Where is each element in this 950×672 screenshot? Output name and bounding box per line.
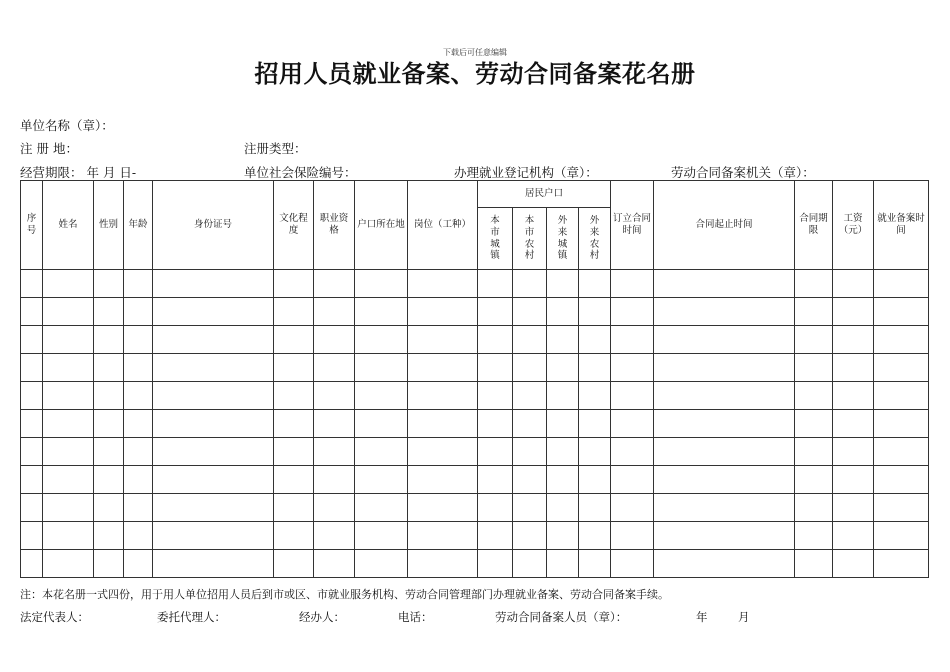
table-cell <box>874 326 929 354</box>
table-cell <box>795 410 833 438</box>
table-cell <box>579 522 611 550</box>
table-row <box>21 466 929 494</box>
table-cell <box>579 298 611 326</box>
table-cell <box>274 298 314 326</box>
table-cell <box>94 410 124 438</box>
table-cell <box>274 466 314 494</box>
table-row <box>21 270 929 298</box>
table-cell <box>795 494 833 522</box>
filing-person-label: 劳动合同备案人员（章）： <box>495 610 628 624</box>
table-cell <box>547 494 579 522</box>
table-cell <box>153 354 274 382</box>
table-cell <box>153 438 274 466</box>
table-cell <box>408 522 478 550</box>
table-cell <box>579 326 611 354</box>
table-cell <box>611 410 654 438</box>
table-row <box>21 438 929 466</box>
table-cell <box>124 494 153 522</box>
table-cell <box>355 522 408 550</box>
table-row <box>21 410 929 438</box>
table-cell <box>478 466 513 494</box>
table-cell <box>478 410 513 438</box>
table-cell <box>43 466 94 494</box>
table-cell <box>611 522 654 550</box>
table-cell <box>654 466 795 494</box>
table-cell <box>355 382 408 410</box>
table-cell <box>274 382 314 410</box>
table-cell <box>795 270 833 298</box>
table-cell <box>795 354 833 382</box>
roster-body <box>21 270 929 578</box>
table-cell <box>478 494 513 522</box>
table-cell <box>874 354 929 382</box>
table-cell <box>124 354 153 382</box>
table-cell <box>21 326 43 354</box>
table-cell <box>547 466 579 494</box>
header-gender: 性别 <box>94 181 124 270</box>
table-cell <box>833 438 874 466</box>
table-cell <box>611 354 654 382</box>
table-cell <box>513 438 547 466</box>
table-cell <box>874 466 929 494</box>
table-cell <box>43 326 94 354</box>
table-cell <box>513 550 547 578</box>
social-insurance-label: 单位社会保险编号： <box>244 165 357 180</box>
header-wage: 工资（元） <box>833 181 874 270</box>
table-cell <box>833 354 874 382</box>
table-cell <box>94 326 124 354</box>
table-cell <box>408 494 478 522</box>
table-cell <box>355 466 408 494</box>
table-cell <box>21 354 43 382</box>
table-cell <box>408 382 478 410</box>
table-cell <box>408 298 478 326</box>
header-education: 文化程度 <box>274 181 314 270</box>
table-cell <box>355 494 408 522</box>
table-cell <box>874 550 929 578</box>
table-cell <box>547 298 579 326</box>
table-cell <box>153 522 274 550</box>
table-row <box>21 326 929 354</box>
table-cell <box>274 438 314 466</box>
table-cell <box>795 326 833 354</box>
table-cell <box>355 410 408 438</box>
table-cell <box>478 270 513 298</box>
business-term-label: 经营期限： 年 月 日- <box>20 165 137 180</box>
table-cell <box>611 438 654 466</box>
table-cell <box>153 466 274 494</box>
table-cell <box>314 382 355 410</box>
table-cell <box>833 410 874 438</box>
table-cell <box>611 466 654 494</box>
table-cell <box>274 550 314 578</box>
table-cell <box>579 354 611 382</box>
table-cell <box>21 410 43 438</box>
table-cell <box>654 326 795 354</box>
header-res-other-town: 外来城镇 <box>547 208 579 270</box>
table-cell <box>611 270 654 298</box>
handler-label: 经办人： <box>299 610 345 624</box>
table-cell <box>547 550 579 578</box>
table-cell <box>654 270 795 298</box>
table-cell <box>833 326 874 354</box>
table-cell <box>314 270 355 298</box>
table-cell <box>21 382 43 410</box>
table-cell <box>21 298 43 326</box>
footnote: 注：本花名册一式四份，用于用人单位招用人员后到市或区、市就业服务机构、劳动合同管理部门办理就业备案、劳动合同备案手续。 <box>20 588 669 601</box>
table-cell <box>654 382 795 410</box>
header-residence-group: 居民户口 <box>478 181 611 208</box>
table-cell <box>795 550 833 578</box>
table-cell <box>833 466 874 494</box>
table-cell <box>874 438 929 466</box>
table-cell <box>21 466 43 494</box>
table-cell <box>795 466 833 494</box>
table-cell <box>153 382 274 410</box>
table-cell <box>153 550 274 578</box>
table-cell <box>795 382 833 410</box>
table-cell <box>43 270 94 298</box>
table-cell <box>153 494 274 522</box>
table-cell <box>874 410 929 438</box>
table-cell <box>408 438 478 466</box>
table-row <box>21 494 929 522</box>
table-cell <box>478 550 513 578</box>
table-cell <box>94 270 124 298</box>
table-cell <box>355 326 408 354</box>
table-cell <box>94 466 124 494</box>
table-cell <box>274 410 314 438</box>
table-cell <box>314 354 355 382</box>
table-row <box>21 354 929 382</box>
header-contract-term: 合同期限 <box>795 181 833 270</box>
header-res-other-rural: 外来农村 <box>579 208 611 270</box>
table-cell <box>579 410 611 438</box>
table-cell <box>274 270 314 298</box>
table-cell <box>513 466 547 494</box>
table-cell <box>478 438 513 466</box>
table-cell <box>547 410 579 438</box>
table-cell <box>654 438 795 466</box>
header-position: 岗位（工种） <box>408 181 478 270</box>
table-cell <box>124 270 153 298</box>
table-cell <box>43 410 94 438</box>
table-row <box>21 522 929 550</box>
table-cell <box>314 326 355 354</box>
table-cell <box>833 550 874 578</box>
table-cell <box>513 270 547 298</box>
header-res-local-town: 本市城镇 <box>478 208 513 270</box>
table-cell <box>124 438 153 466</box>
table-cell <box>43 494 94 522</box>
table-cell <box>274 494 314 522</box>
table-cell <box>314 466 355 494</box>
table-cell <box>21 438 43 466</box>
table-cell <box>478 522 513 550</box>
header-seq: 序号 <box>21 181 43 270</box>
table-cell <box>547 270 579 298</box>
table-cell <box>314 494 355 522</box>
table-cell <box>547 522 579 550</box>
table-cell <box>833 382 874 410</box>
table-cell <box>611 326 654 354</box>
phone-label: 电话： <box>398 610 433 624</box>
table-cell <box>408 410 478 438</box>
table-row <box>21 382 929 410</box>
header-contract-period: 合同起止时间 <box>654 181 795 270</box>
table-cell <box>547 438 579 466</box>
table-cell <box>153 410 274 438</box>
table-cell <box>408 354 478 382</box>
table-cell <box>833 522 874 550</box>
table-cell <box>795 438 833 466</box>
table-cell <box>43 354 94 382</box>
table-cell <box>274 326 314 354</box>
table-cell <box>94 382 124 410</box>
table-cell <box>478 298 513 326</box>
table-cell <box>43 382 94 410</box>
table-cell <box>153 270 274 298</box>
table-cell <box>94 354 124 382</box>
table-cell <box>124 522 153 550</box>
table-cell <box>124 326 153 354</box>
table-cell <box>654 550 795 578</box>
header-id-no: 身份证号 <box>153 181 274 270</box>
table-cell <box>355 270 408 298</box>
table-cell <box>355 354 408 382</box>
table-cell <box>355 298 408 326</box>
table-cell <box>274 522 314 550</box>
table-cell <box>43 298 94 326</box>
header-res-local-rural: 本市农村 <box>513 208 547 270</box>
table-cell <box>579 550 611 578</box>
watermark: 下载后可任意编辑 <box>443 48 507 57</box>
table-cell <box>513 382 547 410</box>
table-cell <box>408 326 478 354</box>
table-cell <box>124 382 153 410</box>
table-cell <box>274 354 314 382</box>
table-cell <box>611 298 654 326</box>
table-cell <box>314 298 355 326</box>
table-cell <box>874 522 929 550</box>
table-cell <box>547 354 579 382</box>
table-cell <box>94 438 124 466</box>
table-cell <box>654 354 795 382</box>
table-cell <box>833 298 874 326</box>
table-cell <box>513 298 547 326</box>
table-cell <box>21 522 43 550</box>
table-cell <box>21 494 43 522</box>
table-cell <box>579 382 611 410</box>
table-cell <box>124 550 153 578</box>
table-cell <box>94 298 124 326</box>
table-cell <box>611 382 654 410</box>
table-cell <box>355 550 408 578</box>
table-cell <box>513 522 547 550</box>
table-cell <box>478 382 513 410</box>
table-cell <box>408 550 478 578</box>
table-cell <box>314 410 355 438</box>
table-cell <box>408 466 478 494</box>
table-cell <box>833 494 874 522</box>
header-hukou-location: 户口所在地 <box>355 181 408 270</box>
table-cell <box>579 270 611 298</box>
reg-type-label: 注册类型： <box>244 141 307 156</box>
page-title: 招用人员就业备案、劳动合同备案花名册 <box>254 60 696 88</box>
contract-agency-label: 劳动合同备案机关（章）： <box>671 165 815 180</box>
table-cell <box>43 522 94 550</box>
roster-table <box>20 180 944 578</box>
table-cell <box>43 438 94 466</box>
table-cell <box>153 298 274 326</box>
table-cell <box>478 326 513 354</box>
table-cell <box>579 438 611 466</box>
registration-agency-label: 办理就业登记机构（章）： <box>454 165 598 180</box>
table-cell <box>874 298 929 326</box>
table-cell <box>833 270 874 298</box>
table-cell <box>513 326 547 354</box>
table-row <box>21 298 929 326</box>
table-cell <box>94 550 124 578</box>
legal-rep-label: 法定代表人： <box>20 610 89 624</box>
table-cell <box>611 494 654 522</box>
table-cell <box>795 522 833 550</box>
table-cell <box>94 522 124 550</box>
table-cell <box>124 410 153 438</box>
table-cell <box>547 382 579 410</box>
table-cell <box>513 494 547 522</box>
table-cell <box>21 270 43 298</box>
month-label: 月 <box>738 610 750 624</box>
table-cell <box>874 494 929 522</box>
table-cell <box>478 354 513 382</box>
table-cell <box>513 354 547 382</box>
table-cell <box>124 466 153 494</box>
table-cell <box>94 494 124 522</box>
table-cell <box>654 410 795 438</box>
table-cell <box>513 410 547 438</box>
header-age: 年龄 <box>124 181 153 270</box>
table-cell <box>795 298 833 326</box>
agent-label: 委托代理人： <box>157 610 226 624</box>
table-cell <box>874 382 929 410</box>
header-qualification: 职业资格 <box>314 181 355 270</box>
table-cell <box>654 522 795 550</box>
table-row <box>21 550 929 578</box>
unit-name-label: 单位名称（章）： <box>20 118 114 133</box>
header-filing-date: 就业备案时 间 <box>874 181 929 270</box>
header-sign-date: 订立合同时间 <box>611 181 654 270</box>
table-cell <box>547 326 579 354</box>
table-cell <box>874 270 929 298</box>
reg-address-label: 注 册 地： <box>20 141 78 156</box>
table-cell <box>314 522 355 550</box>
table-cell <box>611 550 654 578</box>
table-cell <box>124 298 153 326</box>
year-label: 年 <box>696 610 708 624</box>
table-cell <box>579 494 611 522</box>
table-cell <box>314 550 355 578</box>
table-cell <box>579 466 611 494</box>
table-cell <box>654 494 795 522</box>
header-name: 姓名 <box>43 181 94 270</box>
table-cell <box>314 438 355 466</box>
table-cell <box>21 550 43 578</box>
table-cell <box>408 270 478 298</box>
table-cell <box>355 438 408 466</box>
table-cell <box>654 298 795 326</box>
table-cell <box>153 326 274 354</box>
table-cell <box>43 550 94 578</box>
